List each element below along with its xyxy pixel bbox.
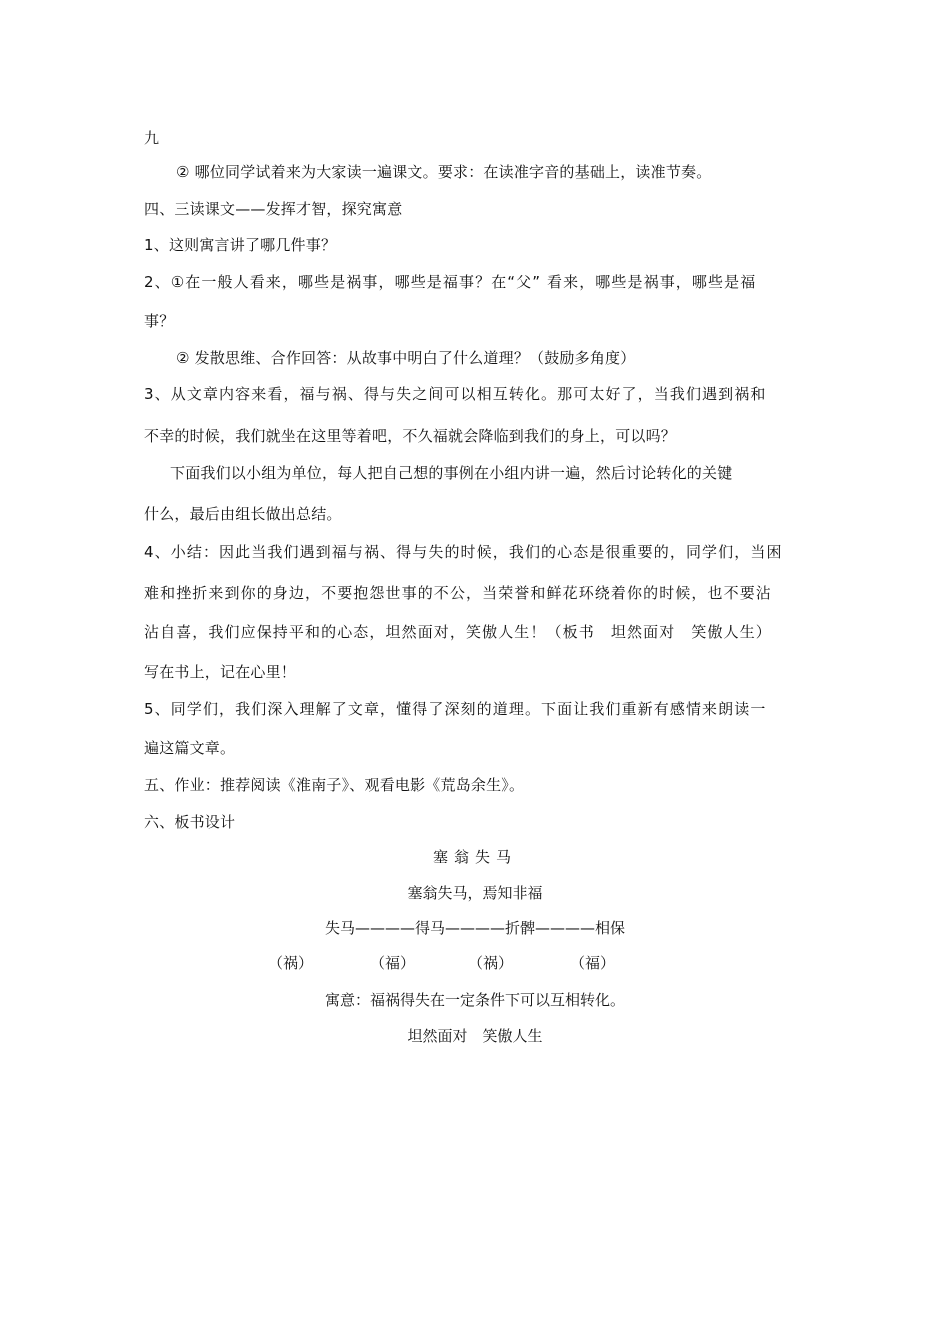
text-line-9: 不幸的时候，我们就坐在这里等着吧，不久福就会降临到我们的身上，可以吗？	[144, 427, 677, 445]
board-chain: 失马————得马————折髀————相保	[324, 919, 625, 937]
section-heading-6: 六、板书设计	[144, 813, 236, 831]
text-line-14: 沾自喜，我们应保持平和的心态，坦然面对，笑傲人生！（板书 坦然面对 笑傲人生）	[144, 623, 772, 641]
board-subtitle: 塞翁失马，焉知非福	[407, 884, 543, 902]
board-motto: 坦然面对 笑傲人生	[407, 1027, 543, 1045]
board-label-1: （祸）	[268, 954, 314, 972]
board-label-3: （祸）	[468, 954, 514, 972]
text-line-16: 5、同学们，我们深入理解了文章，懂得了深刻的道理。下面让我们重新有感情来朗读一	[144, 700, 767, 718]
section-heading-4: 四、三读课文——发挥才智，探究寓意	[144, 200, 403, 218]
board-label-4: （福）	[570, 954, 616, 972]
section-heading-5: 五、作业：推荐阅读《淮南子》、观看电影《荒岛余生》。	[144, 776, 525, 794]
board-moral: 寓意：福祸得失在一定条件下可以互相转化。	[324, 991, 625, 1009]
text-line-15: 写在书上，记在心里！	[144, 663, 297, 681]
text-line-7: ② 发散思维、合作回答：从故事中明白了什么道理？（鼓励多角度）	[176, 349, 636, 367]
text-line-11: 什么，最后由组长做出总结。	[144, 505, 342, 523]
text-line-8: 3、从文章内容来看，福与祸、得与失之间可以相互转化。那可太好了，当我们遇到祸和	[144, 385, 767, 403]
text-line-10: 下面我们以小组为单位，每人把自己想的事例在小组内讲一遍，然后讨论转化的关键	[170, 464, 733, 482]
board-label-2: （福）	[370, 954, 416, 972]
board-title: 塞翁失马	[432, 848, 517, 866]
text-line-5: 2、①在一般人看来，哪些是祸事，哪些是福事？在“父” 看来，哪些是祸事，哪些是福	[144, 273, 757, 291]
text-line-6: 事？	[144, 312, 175, 330]
text-line-17: 遍这篇文章。	[144, 739, 236, 757]
text-line-4: 1、这则寓言讲了哪几件事？	[144, 236, 337, 254]
text-line-13: 难和挫折来到你的身边，不要抱怨世事的不公，当荣誉和鲜花环绕着你的时候，也不要沾	[144, 584, 772, 602]
text-line-12: 4、小结：因此当我们遇到福与祸、得与失的时候，我们的心态是很重要的，同学们，当困	[144, 543, 783, 561]
text-line-2: ② 哪位同学试着来为大家读一遍课文。要求：在读准字音的基础上，读准节奏。	[176, 163, 712, 181]
text-line-1: 九	[144, 129, 160, 147]
